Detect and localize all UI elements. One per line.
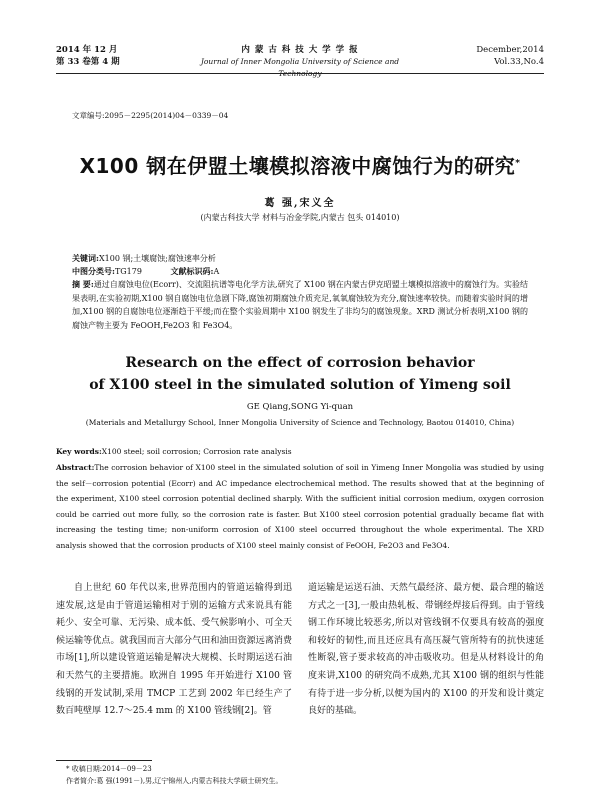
header-rule: [56, 73, 544, 74]
header-date: 2014 年 12 月: [56, 45, 118, 55]
journal-name: [180, 44, 420, 80]
abstract-cn-label: 摘 要:: [72, 279, 94, 289]
journal-date-volume-en: [476, 44, 544, 68]
title-english-line2: of X100 steel in the simulated solution of Yimeng soil: [89, 377, 511, 393]
header-volume: 第 33 卷第 4 期: [56, 57, 120, 67]
body-column-right: 道运输是运送石油、天然气最经济、最方便、最合理的输送方式之一[3],一般由热轧板、带钢经焊接后得到。由于管线钢工作环境比较恶劣,所以对管线钢不仅要具有较高的强度和较好的韧性,而且还应具有高压凝气管所特有的抗快速延性断裂,管子要求较高的冲击吸收功。但是从材料设计的角度来讲,X100 的研究尚不成熟,尤其 X100 钢的组织与性能有待于进一步分析,以便为国内的 X100 的开发和设计奠定良好的基础。: [308, 583, 544, 717]
keywords-chinese: [72, 252, 216, 265]
header-volume-en: Vol.33,No.4: [494, 57, 544, 67]
clc-number: [72, 267, 142, 276]
keywords-en-label: Key words:: [56, 447, 102, 456]
journal-name-en: Journal of Inner Mongolia University of Science and Technology: [200, 57, 400, 78]
abstract-english: [56, 460, 544, 554]
footnote-author-bio: 作者简介:葛 强(1991－),男,辽宁锦州人,内蒙古科技大学硕士研究生。: [66, 777, 283, 785]
keywords-en-text: X100 steel; soil corrosion; Corrosion rate analysis: [101, 447, 292, 456]
authors-chinese: 葛 强,宋义全: [264, 198, 336, 209]
title-english-line1: Research on the effect of corrosion behavior: [125, 355, 475, 371]
clc-value: TG179: [114, 267, 142, 276]
footnote-rule: [56, 760, 152, 761]
abstract-cn-text: 通过自腐蚀电位(Ecorr)、交流阻抗谱等电化学方法,研究了 X100 钢在内蒙古伊克昭盟土壤模拟溶液中的腐蚀行为。实验结果表明,在实验初期,X100 钢自腐蚀电位急剧下降,腐蚀初期腐蚀介质充足,氧氧腐蚀较为充分,腐蚀速率较快。而随着实验时间的增加,X100 钢的自腐蚀电位逐渐趋于平缓;而在整个实验周期中 X100 钢发生了非均匀的腐蚀现象。XRD 测试分析表明,X100 钢的腐蚀产物主要为 FeOOH,Fe2O3 和 Fe3O4。: [72, 280, 528, 330]
affiliation-chinese: (内蒙古科技大学 材料与冶金学院,内蒙古 包头 014010): [200, 213, 400, 222]
clc-label: 中图分类号:: [72, 266, 115, 276]
doc-code-label: 文献标识码:: [170, 266, 214, 276]
title-footnote-mark: *: [515, 158, 521, 169]
keywords-english: [56, 447, 292, 456]
abstract-en-label: Abstract:: [56, 463, 95, 472]
document-code: [171, 267, 220, 276]
authors-english: GE Qiang,SONG Yi-quan: [246, 402, 354, 412]
keywords-label: 关键词:: [72, 253, 99, 263]
title-chinese-text: X100 钢在伊盟土壤模拟溶液中腐蚀行为的研究: [79, 154, 516, 178]
abstract-chinese: [72, 278, 528, 332]
journal-name-cn: 内 蒙 古 科 技 大 学 学 报: [241, 45, 359, 55]
doc-code-value: A: [213, 267, 220, 276]
title-english: [0, 352, 600, 396]
affiliation-english: (Materials and Metallurgy School, Inner Mongolia University of Science and Technology, Baotou 014010, China): [85, 418, 515, 427]
footnote-received-date: * 收稿日期:2014－09－23: [66, 765, 152, 773]
title-chinese: [0, 150, 600, 179]
article-number: 文章编号:2095－2295(2014)04－0339－04: [72, 111, 229, 120]
keywords-text: X100 钢;土壤腐蚀;腐蚀速率分析: [98, 254, 216, 263]
abstract-en-text: The corrosion behavior of X100 steel in the simulated solution of soil in Yimeng Inner Mongolia was studied by using the self－corrosion potential (Ecorr) and AC impedance electrochemical method. The results showed that at the beginning of the experiment, X100 steel corrosion potential declined sharply. With the sufficient initial corrosion medium, oxygen corrosion could be carried out more fully, so the corrosion rate is faster. But X100 steel corrosion potential gradually became flat with increasing the testing time; non-uniform corrosion of X100 steel occurred throughout the whole experimental. The XRD analysis showed that the corrosion products of X100 steel mainly consist of FeOOH, Fe2O3 and Fe3O4.: [56, 463, 544, 550]
header-date-en: December,2014: [476, 45, 544, 55]
body-column-left: 自上世纪 60 年代以来,世界范围内的管道运输得到迅速发展,这是由于管道运输相对于别的运输方式来说具有能耗少、安全可靠、无污染、成本低、受气候影响小、可全天候运输等优点。就我国而言大部分气田和油田资源远离消费市场[1],所以建设管道运输是解决大规模、长时期运送石油和天然气的主要措施。欧洲自 1995 年开始进行 X100 管线钢的开发试制,采用 TMCP 工艺到 2002 年已经生产了数百吨壁厚 12.7～25.4 mm 的 X100 管线钢[2]。管: [56, 583, 292, 717]
classification: [72, 265, 245, 278]
journal-date-volume: [56, 44, 120, 68]
